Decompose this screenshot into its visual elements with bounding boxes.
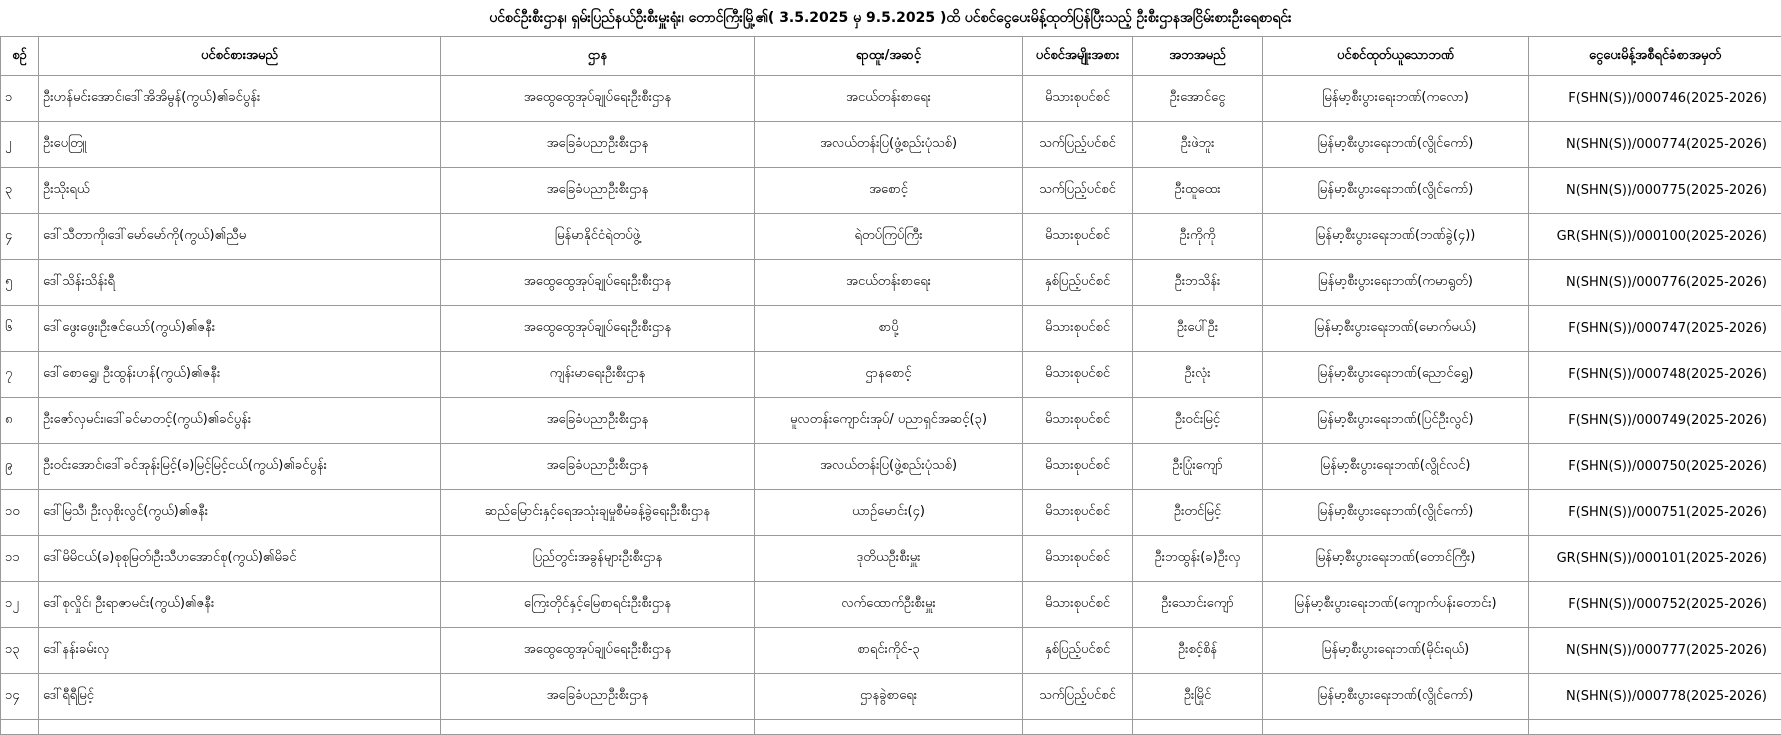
cell-department: အထွေထွေအုပ်ချုပ်ရေးဦးစီးဌာန <box>441 76 755 122</box>
cell-order-number: F(SHN(S))/000751(2025-2026) <box>1529 490 1781 536</box>
table-row <box>1 214 1781 260</box>
cell-father-name: ဦးသောင်းကျော် <box>1133 582 1263 628</box>
cell-rank: ဒုတိယဦးစီးမှူး <box>755 536 1023 582</box>
header-serial: စဉ် <box>1 37 39 76</box>
cell-serial: ၂ <box>1 122 39 168</box>
cell-department: ပြည်တွင်းအခွန်များဦးစီးဌာန <box>441 536 755 582</box>
cell-bank: မြန်မာ့စီးပွားရေးဘဏ်(လွိုင်ကော်) <box>1263 674 1529 720</box>
cell-rank: ယာဉ်မောင်း(၄) <box>755 490 1023 536</box>
cell-pension-type: သက်ပြည့်ပင်စင် <box>1023 168 1133 214</box>
cell-bank: မြန်မာ့စီးပွားရေးဘဏ်(ညောင်ရွှေ) <box>1263 352 1529 398</box>
cell-pension-type: မိသားစုပင်စင် <box>1023 76 1133 122</box>
cell-pension-type: မိသားစုပင်စင် <box>1023 582 1133 628</box>
header-department: ဌာန <box>441 37 755 76</box>
cell-serial: ၁ <box>1 76 39 122</box>
cell-order-number: F(SHN(S))/000747(2025-2026) <box>1529 306 1781 352</box>
cell-bank: မြန်မာ့စီးပွားရေးဘဏ်(ကမာရွတ်) <box>1263 260 1529 306</box>
cell-order-number: F(SHN(S))/000746(2025-2026) <box>1529 76 1781 122</box>
empty-cell <box>1 720 39 735</box>
cell-department: အထွေထွေအုပ်ချုပ်ရေးဦးစီးဌာန <box>441 260 755 306</box>
header-father-name: အဘအမည် <box>1133 37 1263 76</box>
cell-order-number: F(SHN(S))/000752(2025-2026) <box>1529 582 1781 628</box>
cell-pension-type: မိသားစုပင်စင် <box>1023 352 1133 398</box>
cell-bank: မြန်မာ့စီးပွားရေးဘဏ်(ပြင်ဦးလွင်) <box>1263 398 1529 444</box>
table-row <box>1 536 1781 582</box>
cell-bank: မြန်မာ့စီးပွားရေးဘဏ်(တောင်ကြီး) <box>1263 536 1529 582</box>
cell-bank: မြန်မာ့စီးပွားရေးဘဏ်(ဘဏ်ခွဲ(၄)) <box>1263 214 1529 260</box>
cell-pensioner-name: ဦးဇော်လှမင်း၊ဒေါ်ခင်မာတင့်(ကွယ်)၏ခင်ပွန်း <box>39 398 441 444</box>
table-row <box>1 674 1781 720</box>
cell-pension-type: မိသားစုပင်စင် <box>1023 398 1133 444</box>
cell-bank: မြန်မာ့စီးပွားရေးဘဏ်(ကလော) <box>1263 76 1529 122</box>
cell-order-number: N(SHN(S))/000776(2025-2026) <box>1529 260 1781 306</box>
cell-father-name: ဦးမြိုင် <box>1133 674 1263 720</box>
cell-bank: မြန်မာ့စီးပွားရေးဘဏ်(လွိုင်ကော်) <box>1263 122 1529 168</box>
cell-pensioner-name: ဒေါ်နန်းခမ်းလှ <box>39 628 441 674</box>
cell-pension-type: မိသားစုပင်စင် <box>1023 444 1133 490</box>
cell-department: အခြေခံပညာဦးစီးဌာန <box>441 444 755 490</box>
table-row <box>1 352 1781 398</box>
cell-serial: ၁၀ <box>1 490 39 536</box>
table-row <box>1 582 1781 628</box>
header-rank: ရာထူး/အဆင့် <box>755 37 1023 76</box>
cell-pensioner-name: ဦးသိုးရယ် <box>39 168 441 214</box>
cell-pension-type: မိသားစုပင်စင် <box>1023 536 1133 582</box>
cell-rank: မူလတန်းကျောင်းအုပ်/ ပညာရှင်အဆင့်(၃) <box>755 398 1023 444</box>
document-title: ပင်စင်ဦးစီးဌာန၊ ရှမ်းပြည်နယ်ဦးစီးမှူးရုံး၊ တောင်ကြီးမြို့၏( 3.5.2025 မှ 9.5.2025 )ထိ ပင်စင်ငွေပေးမိန့်ထုတ်ပြန်ပြီးသည့် ဦးစီးဌာနအငြိမ်းစားဦးရေစာရင်း <box>0 0 1781 36</box>
cell-pensioner-name: ဦးပေတြူ <box>39 122 441 168</box>
cell-rank: အလယ်တန်းပြ(ဖွံ့စည်းပုံသစ်) <box>755 122 1023 168</box>
cell-serial: ၁၄ <box>1 674 39 720</box>
cell-rank: စာပို့ <box>755 306 1023 352</box>
cell-rank: အစောင့် <box>755 168 1023 214</box>
cell-rank: စာရင်းကိုင်-၃ <box>755 628 1023 674</box>
cell-pensioner-name: ဒေါ်စောရွှေ၊ ဦးထွန်းဟန်(ကွယ်)၏ဇနီး <box>39 352 441 398</box>
cell-father-name: ဦးဝင်းမြင့် <box>1133 398 1263 444</box>
cell-rank: လက်ထောက်ဦးစီးမှူး <box>755 582 1023 628</box>
cell-department: အခြေခံပညာဦးစီးဌာန <box>441 398 755 444</box>
table-row <box>1 306 1781 352</box>
cell-pensioner-name: ဒေါ်ရီရီမြင့် <box>39 674 441 720</box>
cell-serial: ၃ <box>1 168 39 214</box>
cell-serial: ၁၂ <box>1 582 39 628</box>
cell-serial: ၈ <box>1 398 39 444</box>
cell-department: အခြေခံပညာဦးစီးဌာန <box>441 122 755 168</box>
cell-rank: အငယ်တန်းစာရေး <box>755 260 1023 306</box>
empty-cell <box>1529 720 1781 735</box>
cell-rank: အလယ်တန်းပြ(ဖွဲ့စည်းပုံသစ်) <box>755 444 1023 490</box>
cell-order-number: N(SHN(S))/000777(2025-2026) <box>1529 628 1781 674</box>
cell-bank: မြန်မာ့စီးပွားရေးဘဏ်(လွိုင်ကော်) <box>1263 168 1529 214</box>
cell-rank: ရဲတပ်ကြပ်ကြီး <box>755 214 1023 260</box>
cell-department: မြန်မာနိုင်ငံရဲတပ်ဖွဲ့ <box>441 214 755 260</box>
cell-department: အခြေခံပညာဦးစီးဌာန <box>441 168 755 214</box>
table-row <box>1 168 1781 214</box>
table-row <box>1 490 1781 536</box>
header-pensioner-name: ပင်စင်စားအမည် <box>39 37 441 76</box>
header-row <box>1 37 1781 76</box>
table-row <box>1 122 1781 168</box>
table-row <box>1 260 1781 306</box>
cell-department: အခြေခံပညာဦးစီးဌာန <box>441 674 755 720</box>
cell-order-number: F(SHN(S))/000750(2025-2026) <box>1529 444 1781 490</box>
cell-pensioner-name: ဦးဝင်းအောင်၊ဒေါ်ခင်အုန်းမြင့်(ခ)မြင့်မြင့်ငယ်(ကွယ်)၏ခင်ပွန်း <box>39 444 441 490</box>
cell-father-name: ဦးအောင်ငွေ <box>1133 76 1263 122</box>
cell-pensioner-name: ဦးဟန်မင်းအောင်၊ဒေါ်အိအိမွန်(ကွယ်)၏ခင်ပွန်း <box>39 76 441 122</box>
cell-father-name: ဦးဘသိန်း <box>1133 260 1263 306</box>
empty-cell <box>1263 720 1529 735</box>
cell-father-name: ဦးကိုကို <box>1133 214 1263 260</box>
header-order-number: ငွေပေးမိန့်အစီရင်ခံစာအမှတ် <box>1529 37 1781 76</box>
cell-department: ကြေးတိုင်နှင့်မြေစာရင်းဦးစီးဌာန <box>441 582 755 628</box>
table-row <box>1 444 1781 490</box>
cell-bank: မြန်မာ့စီးပွားရေးဘဏ်(မောက်မယ်) <box>1263 306 1529 352</box>
cell-pension-type: မိသားစုပင်စင် <box>1023 306 1133 352</box>
cell-department: ကျန်းမာရေးဦးစီးဌာန <box>441 352 755 398</box>
empty-cell <box>755 720 1023 735</box>
cell-bank: မြန်မာ့စီးပွားရေးဘဏ်(မိုင်းရယ်) <box>1263 628 1529 674</box>
cell-father-name: ဦးပေါ်ဦး <box>1133 306 1263 352</box>
cell-rank: ဌာနစောင့် <box>755 352 1023 398</box>
cell-serial: ၄ <box>1 214 39 260</box>
cell-serial: ၇ <box>1 352 39 398</box>
cell-order-number: N(SHN(S))/000778(2025-2026) <box>1529 674 1781 720</box>
cell-pension-type: သက်ပြည့်ပင်စင် <box>1023 122 1133 168</box>
cell-pension-type: နှစ်ပြည့်ပင်စင် <box>1023 628 1133 674</box>
cell-order-number: GR(SHN(S))/000100(2025-2026) <box>1529 214 1781 260</box>
cell-pensioner-name: ဒေါ်ဖွေးဖွေး၊ဦးဇင်ယော်(ကွယ်)၏ဇနီး <box>39 306 441 352</box>
cell-pensioner-name: ဒေါ်သိန်းသိန်းရီ <box>39 260 441 306</box>
cell-bank: မြန်မာ့စီးပွားရေးဘဏ်(လွိုင်ကော်) <box>1263 490 1529 536</box>
cell-pension-type: သက်ပြည့်ပင်စင် <box>1023 674 1133 720</box>
table-row <box>1 628 1781 674</box>
cell-serial: ၅ <box>1 260 39 306</box>
cell-department: ဆည်မြောင်းနှင့်ရေအသုံးချမှုစီမံခန့်ခွဲရေးဦးစီးဌာန <box>441 490 755 536</box>
pension-table <box>0 36 1781 735</box>
cell-pension-type: မိသားစုပင်စင် <box>1023 214 1133 260</box>
cell-father-name: ဦးဘထွန်း(ခ)ဦးလှ <box>1133 536 1263 582</box>
cell-rank: ဌာနခွဲစာရေး <box>755 674 1023 720</box>
cell-serial: ၁၃ <box>1 628 39 674</box>
cell-department: အထွေထွေအုပ်ချုပ်ရေးဦးစီးဌာန <box>441 628 755 674</box>
cell-pensioner-name: ဒေါ်သီတာကို၊ဒေါ်မော်မော်ကို(ကွယ်)၏ညီမ <box>39 214 441 260</box>
cell-father-name: ဦးဖဲဘူး <box>1133 122 1263 168</box>
empty-cell <box>39 720 441 735</box>
table-row <box>1 76 1781 122</box>
cell-pensioner-name: ဒေါ်မြသီ၊ ဦးလှစိုးလွင်(ကွယ်)၏ဇနီး <box>39 490 441 536</box>
cell-order-number: N(SHN(S))/000775(2025-2026) <box>1529 168 1781 214</box>
cell-pension-type: နှစ်ပြည့်ပင်စင် <box>1023 260 1133 306</box>
cell-father-name: ဦးပြုံးကျော် <box>1133 444 1263 490</box>
cell-serial: ၉ <box>1 444 39 490</box>
header-bank: ပင်စင်ထုတ်ယူသောဘဏ် <box>1263 37 1529 76</box>
header-pension-type: ပင်စင်အမျိုးအစား <box>1023 37 1133 76</box>
cell-pensioner-name: ဒေါ်စုလှိုင်၊ ဦးရာဇာမင်း(ကွယ်)၏ဇနီး <box>39 582 441 628</box>
cell-order-number: F(SHN(S))/000749(2025-2026) <box>1529 398 1781 444</box>
cell-department: အထွေထွေအုပ်ချုပ်ရေးဦးစီးဌာန <box>441 306 755 352</box>
cell-order-number: GR(SHN(S))/000101(2025-2026) <box>1529 536 1781 582</box>
cell-bank: မြန်မာ့စီးပွားရေးဘဏ်(လွိုင်လင်) <box>1263 444 1529 490</box>
cell-rank: အငယ်တန်းစာရေး <box>755 76 1023 122</box>
cell-bank: မြန်မာ့စီးပွားရေးဘဏ်(ကျောက်ပန်းတောင်း) <box>1263 582 1529 628</box>
table-row-partial <box>1 720 1781 735</box>
table-row <box>1 398 1781 444</box>
cell-pensioner-name: ဒေါ်မိမိငယ်(ခ)စုစုမြတ်၊ဦးသီဟအောင်စု(ကွယ်)၏မိခင် <box>39 536 441 582</box>
empty-cell <box>1023 720 1133 735</box>
cell-serial: ၁၁ <box>1 536 39 582</box>
cell-father-name: ဦးလုံး <box>1133 352 1263 398</box>
cell-order-number: F(SHN(S))/000748(2025-2026) <box>1529 352 1781 398</box>
cell-pension-type: မိသားစုပင်စင် <box>1023 490 1133 536</box>
cell-serial: ၆ <box>1 306 39 352</box>
empty-cell <box>1133 720 1263 735</box>
cell-order-number: N(SHN(S))/000774(2025-2026) <box>1529 122 1781 168</box>
empty-cell <box>441 720 755 735</box>
cell-father-name: ဦးစင့်စိန် <box>1133 628 1263 674</box>
cell-father-name: ဦးတင်မြင့် <box>1133 490 1263 536</box>
cell-father-name: ဦးထူထေး <box>1133 168 1263 214</box>
